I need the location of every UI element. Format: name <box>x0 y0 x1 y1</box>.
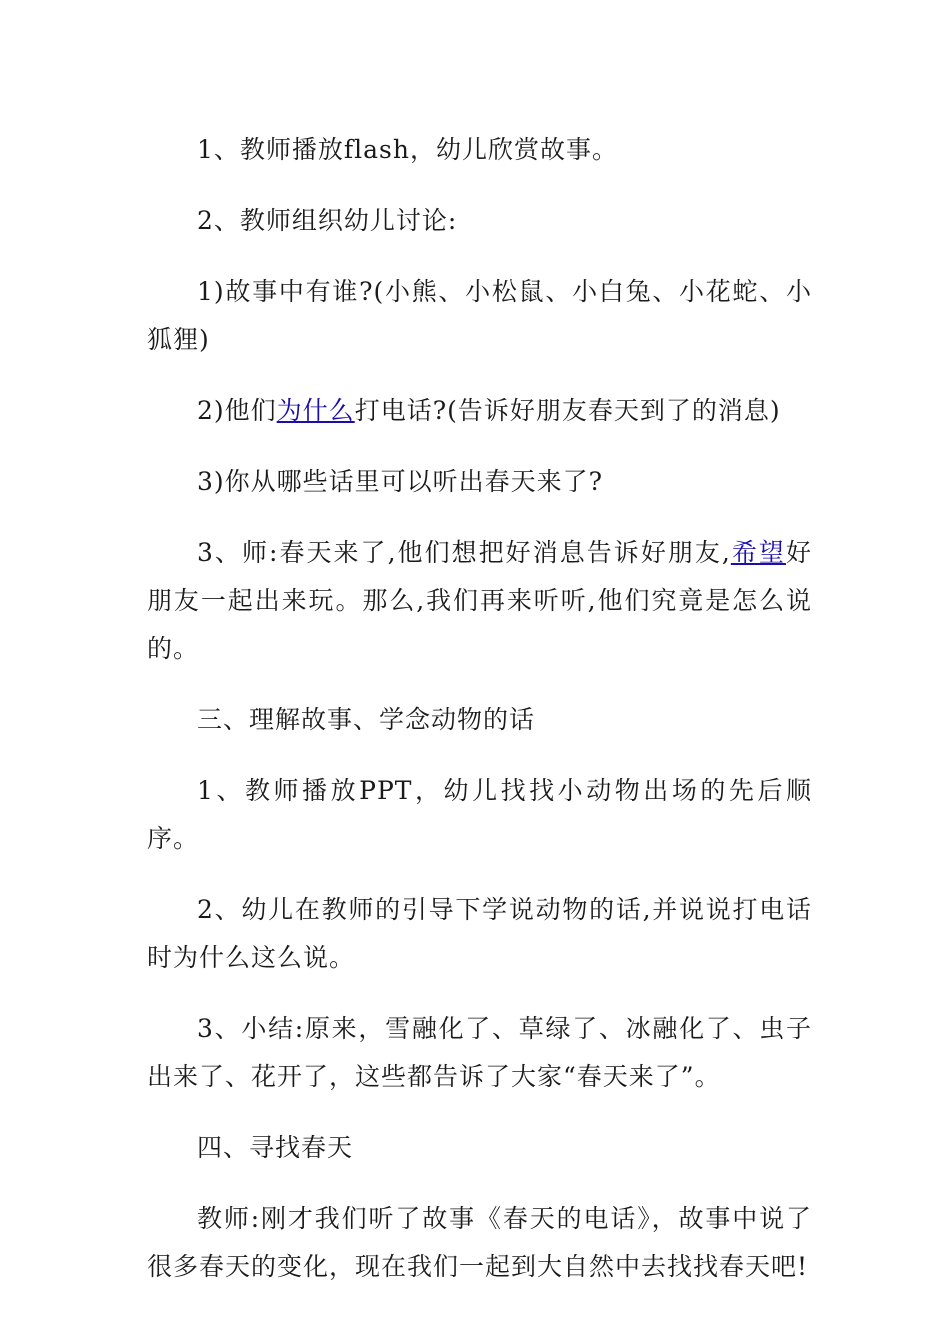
paragraph-teacher-intro <box>147 529 812 673</box>
document-body <box>147 126 812 1314</box>
paragraph-text: 1)故事中有谁?(小熊、小松鼠、小白兔、小花蛇、小狐狸) <box>147 277 812 354</box>
paragraph-learn-words <box>147 886 812 982</box>
paragraph-text-after: 打电话?(告诉好朋友春天到了的消息) <box>354 396 781 425</box>
paragraph-question-who <box>147 268 812 364</box>
paragraph-play-ppt <box>147 767 812 863</box>
paragraph-text: 教师:刚才我们听了故事《春天的电话》，故事中说了很多春天的变化，现在我们一起到大自然中去找找春天吧! <box>147 1204 812 1281</box>
link-hope[interactable]: 希望 <box>730 538 786 567</box>
section-heading-find-spring <box>147 1124 812 1172</box>
paragraph-question-spring <box>147 458 812 506</box>
paragraph-text-before: 2)他们 <box>197 396 277 425</box>
paragraph-summary <box>147 1005 812 1101</box>
link-why[interactable]: 为什么 <box>276 396 355 425</box>
paragraph-text: 1、教师播放PPT，幼儿找找小动物出场的先后顺序。 <box>147 776 812 853</box>
heading-text: 四、寻找春天 <box>197 1133 354 1162</box>
paragraph-question-why-call <box>147 387 812 435</box>
paragraph-text: 2、教师组织幼儿讨论: <box>197 206 458 235</box>
paragraph-text: 1、教师播放flash，幼儿欣赏故事。 <box>197 135 618 164</box>
heading-text: 三、理解故事、学念动物的话 <box>197 705 536 734</box>
section-heading-understand-story <box>147 696 812 744</box>
paragraph-teacher-closing <box>147 1195 812 1291</box>
paragraph-text: 2、幼儿在教师的引导下学说动物的话,并说说打电话时为什么这么说。 <box>147 895 812 972</box>
paragraph-text-after: 好朋友一起出来玩。那么,我们再来听听,他们究竟是怎么说的。 <box>147 538 812 663</box>
paragraph-text: 3、小结:原来，雪融化了、草绿了、冰融化了、虫子出来了、花开了，这些都告诉了大家“春天来了”。 <box>147 1014 812 1091</box>
paragraph-text-before: 3、师:春天来了,他们想把好消息告诉好朋友, <box>197 538 731 567</box>
paragraph-watch-flash <box>147 126 812 174</box>
paragraph-text: 3)你从哪些话里可以听出春天来了? <box>197 467 604 496</box>
paragraph-discussion <box>147 197 812 245</box>
